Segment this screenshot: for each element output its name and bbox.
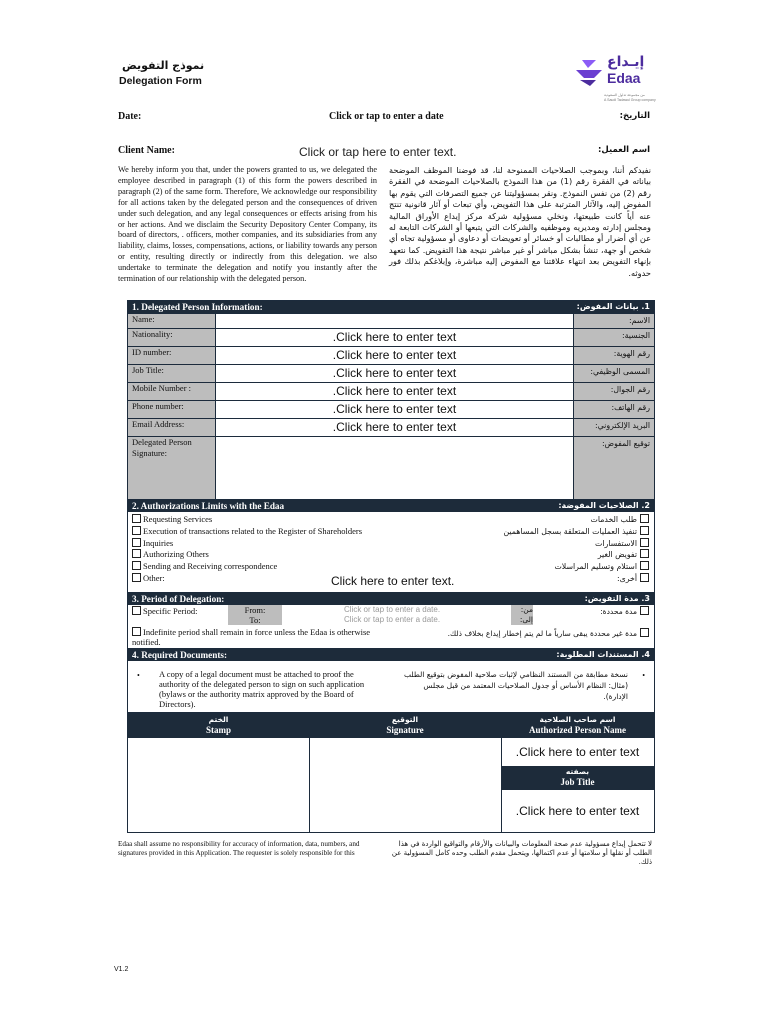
list-item-label: Inquiries — [143, 537, 174, 548]
checkbox[interactable] — [640, 514, 649, 523]
checkbox[interactable] — [640, 549, 649, 558]
section3-title: 3. Period of Delegation: — [132, 594, 225, 604]
list-item[interactable] — [439, 549, 649, 561]
row-label-arabic: رقم الهوية: — [573, 347, 654, 364]
checkbox[interactable] — [640, 538, 649, 547]
signature-field[interactable] — [309, 738, 502, 832]
section3-header — [128, 593, 654, 605]
section4-title-arabic: 4. المستندات المطلوبة: — [556, 650, 650, 659]
list-item-label: استلام وتسليم المراسلات — [554, 562, 637, 572]
delegated-signature-field[interactable] — [216, 437, 573, 499]
list-item-label: طلب الخدمات — [590, 515, 637, 524]
section2-header — [128, 500, 654, 512]
row-label-arabic: المسمى الوظيفي: — [573, 365, 654, 382]
version-label: V1.2 — [114, 966, 129, 973]
row-label: Job Title: — [128, 365, 216, 382]
checkbox[interactable] — [132, 549, 141, 558]
to-label: To: — [249, 615, 261, 625]
client-name-label: Client Name: — [118, 145, 175, 156]
list-item[interactable] — [439, 526, 649, 538]
logo-text-arabic: إيـداع — [607, 54, 645, 70]
section2-title-arabic: 2. الصلاحيات المفوضة: — [558, 501, 650, 510]
row-label-arabic: البريد الإلكتروني: — [573, 419, 654, 436]
job-title-input[interactable]: .Click here to enter text — [332, 366, 457, 380]
option-label: Specific Period: — [143, 606, 198, 616]
row-label: Email Address: — [128, 419, 216, 436]
logo-text: Edaa — [607, 70, 641, 86]
edaa-logo — [574, 56, 666, 108]
checkbox[interactable] — [132, 606, 141, 615]
row-label-arabic: رقم الهاتف: — [573, 401, 654, 418]
logo-subtitle-arabic: من مجموعة تداول السعودية — [604, 93, 645, 97]
list-item-label: Sending and Receiving correspondence — [143, 561, 278, 572]
list-item-label: تنفيذ العمليات المتعلقة بسجل المساهمين — [503, 526, 637, 536]
period-labels-box — [228, 605, 282, 625]
checkbox[interactable] — [132, 526, 141, 535]
specific-period-option-arabic[interactable] — [600, 606, 649, 616]
indefinite-period-option-arabic[interactable] — [419, 628, 649, 638]
table-row — [128, 400, 654, 418]
row-label: Name: — [128, 314, 216, 328]
authorized-person-name-input[interactable]: .Click here to enter text — [515, 745, 640, 759]
table-row — [128, 313, 654, 328]
authorized-person-header-arabic: اسم صاحب الصلاحية — [539, 715, 616, 724]
section4-title: 4. Required Documents: — [132, 650, 228, 660]
disclaimer-text-arabic: لا تتحمل إيداع مسؤولية عدم صحة المعلومات والبيانات والأرقام والتواقيع الواردة في هذا الطلب أو نقلها أو سلامتها أو عدم اكتمالها، ويتحمل مقدم الطلب وحده كامل المسؤولية عن ذلك. — [391, 840, 652, 866]
table-row — [128, 382, 654, 400]
name-input[interactable] — [216, 314, 573, 328]
from-label: From: — [244, 605, 266, 615]
form-title: Delegation Form — [119, 75, 202, 87]
table-row — [128, 328, 654, 346]
date-input[interactable]: Click or tap to enter a date — [329, 111, 444, 122]
email-input[interactable]: .Click here to enter text — [332, 420, 457, 434]
option-label: مدة محددة: — [600, 607, 637, 616]
checkbox[interactable] — [640, 628, 649, 637]
list-item[interactable] — [132, 561, 422, 573]
required-document-text: A copy of a legal document must be attached to proof the authority of the delegated person to sign on such application (bylaws or the authority matrix approved by the Board of Directors). — [159, 669, 365, 709]
disclaimer-text: Edaa shall assume no responsibility for accuracy of information, data, numbers, and signatures provided in this Application. The requester is solely responsible for this — [118, 840, 360, 857]
job-title-header-label: Job Title — [560, 777, 595, 787]
checkbox[interactable] — [640, 573, 649, 582]
client-name-label-arabic: اسم العميل: — [598, 145, 650, 155]
checkbox[interactable] — [640, 606, 649, 615]
table-row — [128, 436, 654, 499]
signature-header — [309, 714, 502, 738]
authorization-list-arabic — [439, 514, 649, 585]
indefinite-period-option[interactable] — [132, 627, 384, 647]
mobile-number-input[interactable]: .Click here to enter text — [332, 384, 457, 398]
checkbox[interactable] — [132, 514, 141, 523]
job-title-header — [501, 766, 654, 790]
authorized-person-header — [501, 714, 654, 738]
authorized-person-header-label: Authorized Person Name — [529, 725, 626, 735]
row-label-arabic: الجنسية: — [573, 329, 654, 346]
intro-paragraph: We hereby inform you that, under the powers granted to us, we delegated the employee described in paragraph (1) of this form the powers described in paragraph (2) of the same form. Therefore, We acknowledge our responsibility for all actions taken by the delegated person and the consequences of driven under such delegation, and any legal consequences or effects arising from his or her actions. And we disclaim the Security Depository Center Company, its board of directors, . officers, mother companies, and its subsidiaries from any liability, claims, losses, compensations, actions, or liability towards any person or entity, resulting directly or indirectly from this delegation. we also undertake to terminate the delegation and notify you instantly after the termination of our relationship with the delegated person. — [118, 165, 377, 284]
checkbox[interactable] — [132, 561, 141, 570]
option-label: Indefinite period shall remain in force unless the Edaa is otherwise notified. — [132, 627, 371, 647]
phone-number-input[interactable]: .Click here to enter text — [332, 402, 457, 416]
row-label-arabic: توقيع المفوض: — [573, 437, 654, 499]
row-label: Phone number: — [128, 401, 216, 418]
section1-header — [128, 301, 654, 313]
specific-period-option[interactable] — [132, 606, 198, 616]
list-item-label: تفويض الغير — [597, 550, 637, 560]
list-item-label: Authorizing Others — [143, 549, 209, 560]
row-label: Nationality: — [128, 329, 216, 346]
list-item[interactable] — [132, 538, 422, 550]
row-label: Delegated Person Signature: — [128, 437, 216, 499]
checkbox[interactable] — [132, 627, 141, 636]
stamp-header-arabic: الختم — [208, 715, 229, 724]
authorized-job-title-input[interactable]: .Click here to enter text — [515, 804, 640, 818]
period-table — [127, 593, 655, 649]
signature-table — [127, 713, 655, 833]
id-number-input[interactable]: .Click here to enter text — [332, 348, 457, 362]
stamp-header-label: Stamp — [205, 725, 231, 735]
section3-title-arabic: 3. مدة التفويض: — [584, 594, 650, 603]
stamp-field[interactable] — [128, 738, 310, 832]
logo-subtitle: A Saudi Tadawul Group company — [604, 98, 656, 102]
list-item-label: Execution of transactions related to the Register of Shareholders — [143, 525, 363, 536]
required-document-text-arabic: نسخة مطابقة من المستند النظامي لإثبات صلاحية المفوض بتوقيع الطلب (مثال: النظام الأساس أو جدول الصلاحيات المعتمد من قبل مجلس الإدارة). — [404, 670, 628, 701]
checkbox[interactable] — [132, 573, 141, 582]
authorizations-table — [127, 500, 655, 593]
row-label-arabic: الاسم: — [573, 314, 654, 328]
list-item[interactable] — [439, 561, 649, 573]
period-labels-box-arabic — [511, 605, 533, 625]
table-row — [128, 364, 654, 382]
checkbox[interactable] — [132, 538, 141, 547]
signature-header-label: Signature — [386, 725, 424, 735]
bullet-icon: • — [642, 671, 645, 680]
row-label: Mobile Number : — [128, 383, 216, 400]
row-label: ID number: — [128, 347, 216, 364]
form-title-arabic: نموذج التفويض — [122, 59, 205, 72]
table-row — [128, 418, 654, 436]
list-item-label: الاستفسارات — [594, 538, 637, 548]
section1-title-arabic: 1. بيانات المفوض: — [576, 302, 650, 311]
bullet-icon: • — [137, 671, 140, 680]
from-date-input[interactable]: Click or tap to enter a date. — [344, 605, 441, 614]
list-item[interactable] — [439, 573, 649, 585]
option-label: مدة غير محددة يبقى سارياً ما لم يتم إخطار إيداع بخلاف ذلك. — [447, 629, 637, 638]
date-label: Date: — [118, 111, 142, 122]
other-authorization-input[interactable]: Click here to enter text. — [331, 574, 455, 588]
checkbox[interactable] — [640, 561, 649, 570]
to-date-input[interactable]: Click or tap to enter a date. — [344, 615, 441, 624]
list-item[interactable] — [132, 514, 422, 526]
table-row — [128, 346, 654, 364]
list-item[interactable] — [439, 514, 649, 526]
list-item-label: أخرى: — [616, 573, 637, 583]
section4-header — [128, 649, 654, 661]
delegated-person-table — [127, 300, 655, 500]
from-label-arabic: من: — [520, 605, 533, 614]
to-label-arabic: إلى: — [519, 615, 533, 624]
edaa-logo-mark-icon — [574, 58, 604, 88]
list-item[interactable] — [132, 549, 422, 561]
list-item[interactable] — [132, 526, 422, 538]
client-name-input[interactable]: Click or tap here to enter text. — [299, 145, 457, 159]
section1-title: 1. Delegated Person Information: — [132, 302, 263, 312]
stamp-header — [128, 714, 310, 738]
job-title-header-arabic: بصفته — [565, 767, 590, 776]
nationality-input[interactable]: .Click here to enter text — [332, 330, 457, 344]
signature-header-arabic: التوقيع — [391, 715, 419, 724]
list-item-label: Other: — [143, 572, 165, 583]
list-item[interactable] — [439, 538, 649, 550]
required-documents-table — [127, 649, 655, 713]
intro-paragraph-arabic: نفيدكم أننا، وبموجب الصلاحيات الممنوحة لنا، قد فوضنا الموظف الموضحة بياناته في الفقرة رقم (1) من هذا النموذج بالصلاحيات الموضحة في الفقرة رقم (2) من نفس النموذج. ونقر بمسؤوليتنا عن جميع التصرفات التي يقوم بها المفوض إليه، والآثار المترتبة على هذا التفويض، وأي تبعات أو آثار قانونية تنتج عنه أياً كانت طبيعتها، ونخلي مسؤولية شركة مركز إيداع الأوراق المالية ومجلس إدارته ومديريه وموظفيه والشركات التي يتبعها أو الشركات التابعة له عن أي أضرار أو مطالبات أو خسائر أو تعويضات أو دعاوى أو مسؤولية تجاه أي شخص أو جهة، تنشأ بشكل مباشر أو غير مباشر نتيجة هذا التفويض. كما نتعهد بإنهاء التفويض بعد انتهاء علاقتنا مع المفوض إليه مباشرة، وإبلاغكم بذلك فور حدوثه. — [389, 165, 651, 278]
checkbox[interactable] — [640, 526, 649, 535]
list-item-label: Requesting Services — [143, 514, 213, 524]
section2-title: 2. Authorizations Limits with the Edaa — [132, 501, 285, 511]
date-label-arabic: التاريخ: — [619, 111, 650, 121]
row-label-arabic: رقم الجوال: — [573, 383, 654, 400]
